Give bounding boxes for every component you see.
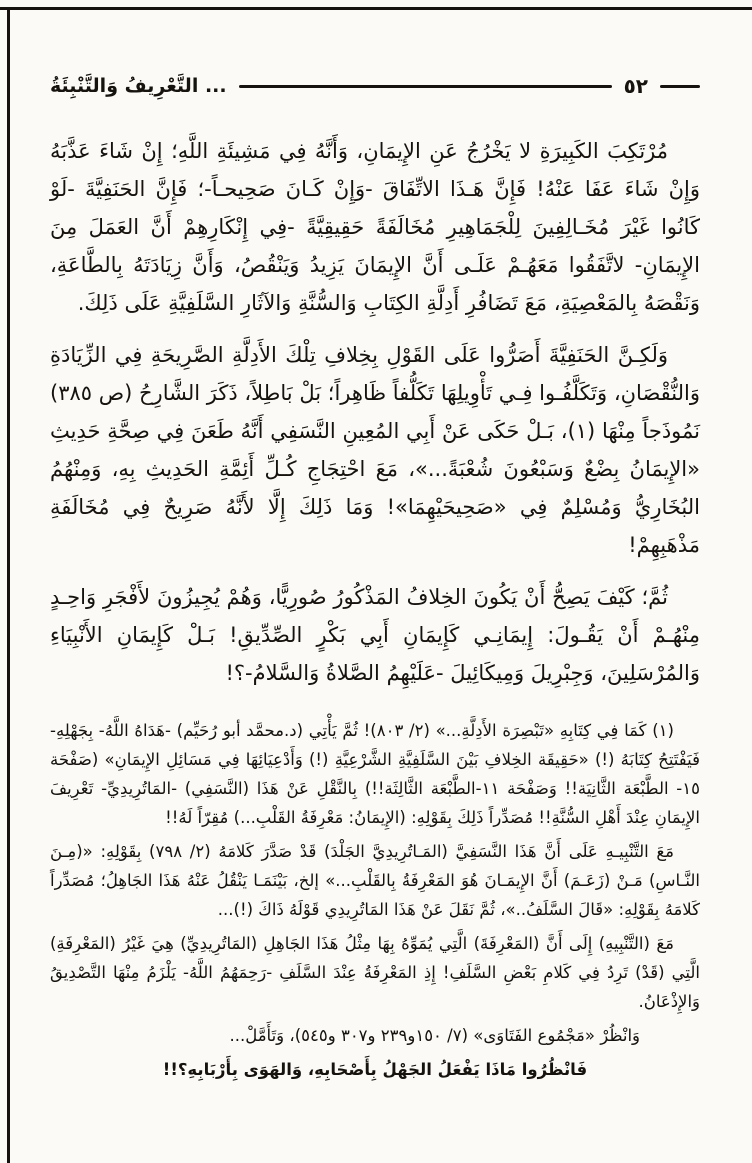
body-paragraph: ثُمَّ؛ كَيْفَ يَصِحُّ أَنْ يَكُونَ الخِلافُ المَذْكُورُ صُورِيًّا، وَهُمْ يُجِيزُونَ لأَفْجَرِ وَاحِـدٍ مِنْهُـمْ أَنْ يَقُـولَ: إِيمَانِـي كَإِيمَانِ أَبِي بَكْرٍ الصِّدِّيقِ! بَـلْ كَإِيمَانِ الأَنْبِيَاءِ وَالمُرْسَلِينَ، وَجِبْرِيلَ وَمِيكَائِيلَ -عَلَيْهِمُ الصَّلاةُ وَالسَّلامُ-؟! [50,585,700,685]
footnotes-section [50,716,700,1084]
main-text [50,132,700,692]
header-title: التَّعْرِيفُ وَالتَّنْبِئَةُ ... [50,75,227,97]
body-paragraph: وَلَكِـنَّ الحَنَفِيَّةَ أَصَرُّوا عَلَى القَوْلِ بِخِلافِ تِلْكَ الأَدِلَّةِ الصَّرِيحَةِ فِي الزِّيَادَةِ وَالنُّقْصَانِ، وَتَكَلَّفُـوا فِـي تَأْوِيلِهَا تَكَلُّفاً ظَاهِراً؛ بَلْ بَاطِلاً، ذَكَرَ الشَّارِحُ (ص ٣٨٥) نَمُوذَجاً مِنْهَا (١)، بَـلْ حَكَى عَنْ أَبِي المُعِينِ النَّسَفِي أَنَّهُ طَعَنَ فِي صِحَّةِ حَدِيثِ «الإِيمَانُ بِضْعٌ وَسَبْعُونَ شُعْبَةً...»، مَعَ احْتِجَاجِ كُـلِّ أَئِمَّةِ الحَدِيثِ بِهِ، وَمِنْهُمُ البُخَارِيُّ وَمُسْلِمٌ فِي «صَحِيحَيْهِمَا»! وَمَا ذَلِكَ إِلَّا لأَنَّهُ صَرِيحٌ فِي مُخَالَفَةِ مَذْهَبِهِمْ! [50,343,700,557]
footnote-closing-line: فَانْظُرُوا مَاذَا يَفْعَلُ الجَهْلُ بِأَصْحَابِهِ، وَالهَوَى بِأَرْبَابِهِ؟!! [162,1060,588,1079]
footnote-paragraph: مَعَ التَّنْبِيـهِ عَلَى أَنَّ هَذَا النَّسَفِيَّ (المَـاتُرِيدِيَّ الجَلْدَ) قَدْ صَدَّرَ كَلامَهُ (٢/ ٧٩٨) بِقَوْلِهِ: «(مِـنَ النَّـاسِ) مَـنْ (زَعَـمَ) أَنَّ الإِيمَـانَ هُوَ المَعْرِفَةُ بِالقَلْبِ...» إلخ، بَيْنَمَـا يَنْقُلُ عَنْهُ هَذَا الجَاهِلُ؛ مُصَدِّراً كَلامَهُ بِقَوْلِهِ: «قَالَ السَّلَفُ..»، ثُمَّ نَقَلَ عَنْ هَذَا المَاتُرِيدِي قَوْلَهُ ذَاكَ (!)... [50,842,700,919]
header-rule-short [660,85,700,88]
footnote-reference-line: وَانْظُرْ «مَجْمُوع الفَتَاوَى» (٧/ ١٥٠و٢٣٩ و٣٠٧ و٥٤٥)، وَتَأَمَّلْ... [229,1026,640,1045]
page-number: ٥٢ [623,74,648,98]
footnote-paragraph: (١) كَمَا فِي كِتَابِهِ «تَبْصِرَة الأَدِلَّةِ...» (٢/ ٨٠٣)! ثُمَّ يَأْتِي (د.محمَّد أبو رُحَيِّم) -هَدَاهُ اللَّهُ- بِجَهْلِهِ- فَيَفْتَتِحُ كِتَابَهُ (!) «حَقِيقَة الخِلافِ بَيْنَ السَّلَفِيَّةِ الشَّرْعِيَّةِ (!) وَأَدْعِيَائِهَا فِي مَسَائِلِ الإِيمَانِ» (صَفْحَة ١٥- الطَّبْعَة الثَّانِيَة!! وَصَفْحَة ١١-الطَّبْعَة الثَّالِثَة!!) بِالنَّقْلِ عَنْ هَذَا (النَّسَفِي) -المَاتُرِيدِيِّ- تَعْرِيفَ الإِيمَانِ عِنْدَ أَهْلِ السُّنَّةِ!! مُصَدِّراً ذَلِكَ بِقَوْلِهِ: (الإِيمَانُ: مَعْرِفَةُ القَلْبِ...) مُقِرّاً لَهُ!! [50,721,700,827]
header-rule [239,85,612,88]
footnote-paragraph: مَعَ (التَّنْبِيهِ) إِلَى أَنَّ (المَعْرِفَةَ) الَّتِي يُمَوِّهُ بِهَا مِثْلُ هَذَا الجَاهِلِ (المَاتُرِيدِيِّ) هِيَ غَيْرُ (المَعْرِفَةِ) الَّتِي (قَدْ) تَرِدُ فِي كَلامِ بَعْضِ السَّلَفِ! إِذِ المَعْرِفَةُ عِنْدَ السَّلَفِ -رَحِمَهُمُ اللَّهُ- يَلْزَمُ مِنْهَا التَّصْدِيقُ وَالإِذْعَانُ. [50,934,700,1011]
body-paragraph: مُرْتَكِبَ الكَبِيرَةِ لا يَخْرُجُ عَنِ الإِيمَانِ، وَأَنَّهُ فِي مَشِيئَةِ اللَّهِ؛ إِنْ شَاءَ عَذَّبَهُ وَإِنْ شَاءَ عَفَا عَنْهُ! فَإِنَّ هَـذَا الاتِّفَاقَ -وَإِنْ كَـانَ صَحِيحـاً-؛ فَإِنَّ الحَنَفِيَّةَ -لَوْ كَانُوا غَيْرَ مُخَـالِفِينَ لِلْجَمَاهِيرِ مُخَالَفَةً حَقِيقِيَّةً -فِي إِنْكَارِهِمْ أَنَّ العَمَلَ مِنَ الإِيمَانِ- لاتَّفَقُوا مَعَهُـمْ عَلَـى أَنَّ الإِيمَانَ يَزِيدُ وَيَنْقُصُ، وَأَنَّ زِيَادَتَهُ بِالطَّاعَةِ، وَنَقْصَهُ بِالمَعْصِيَةِ، مَعَ تَضَافُرِ أَدِلَّةِ الكِتَابِ وَالسُّنَّةِ وَالآثَارِ السَّلَفِيَّةِ عَلَى ذَلِكَ. [50,139,700,315]
running-header [50,74,700,98]
